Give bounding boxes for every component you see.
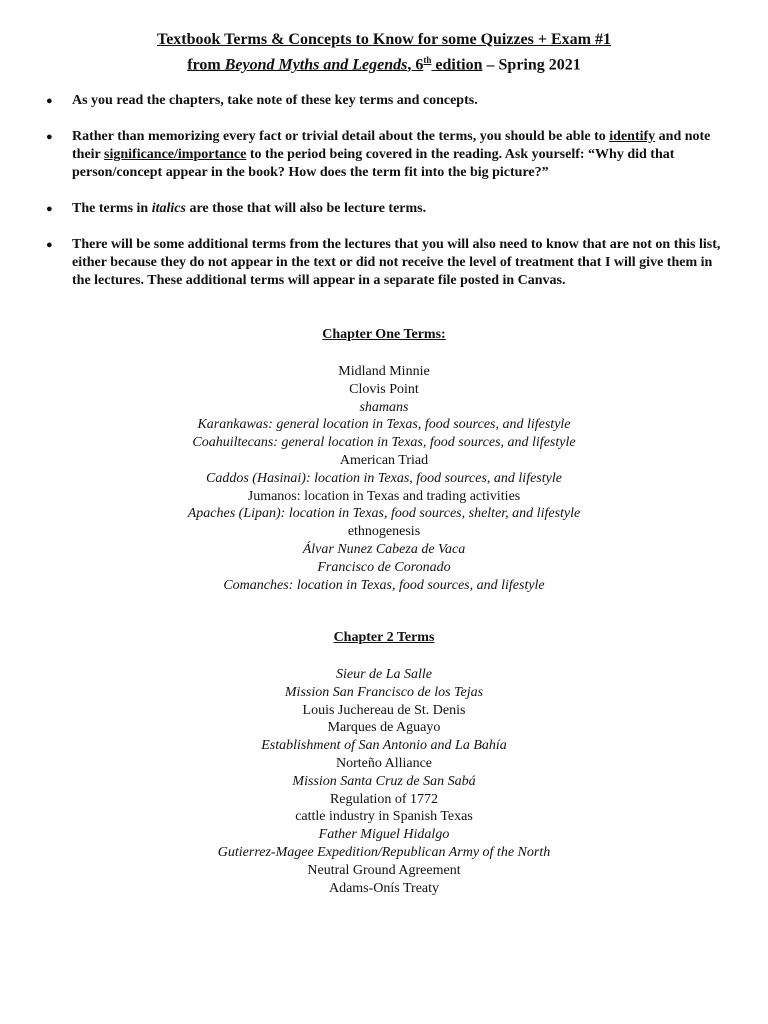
chapter-one-terms bbox=[0, 363, 768, 594]
instruction-text bbox=[72, 200, 726, 218]
bullet-icon: ● bbox=[46, 203, 53, 215]
term-item: Comanches: location in Texas, food sources, and lifestyle bbox=[223, 577, 545, 593]
edition-superscript: th bbox=[423, 55, 432, 65]
bullet-icon: ● bbox=[46, 239, 53, 251]
term-item: Mission San Francisco de los Tejas bbox=[284, 684, 484, 700]
term-item: shamans bbox=[359, 399, 409, 415]
term-item: Establishment of San Antonio and La Bahía bbox=[261, 738, 507, 754]
term-item: Gutierrez-Magee Expedition/Republican Army of the North bbox=[217, 844, 551, 860]
title-line-1: Textbook Terms & Concepts to Know for some Quizzes + Exam #1 bbox=[157, 31, 611, 48]
chapter-two-heading: Chapter 2 Terms bbox=[333, 630, 435, 645]
term-item: Karankawas: general location in Texas, food sources, and lifestyle bbox=[197, 417, 571, 433]
term-item: Francisco de Coronado bbox=[317, 559, 451, 575]
bullet-icon: ● bbox=[46, 131, 53, 143]
instructions-list bbox=[46, 92, 726, 308]
instruction-text: There will be some additional terms from the lectures that you will also need to know that are not on this list, either because they do not appear in the text or did not receive the level of treatment that I will give them in the lectures. These additional terms will appear in a separate file posted in Canvas. bbox=[72, 237, 721, 288]
term-item: Álvar Nunez Cabeza de Vaca bbox=[302, 541, 466, 557]
text-run: to the period being covered in the reading. Ask yourself: “Why did that person/concept appear in the book? How does the term fit into the big picture?” bbox=[72, 147, 675, 180]
term-item: Adams-Onís Treaty bbox=[328, 880, 440, 896]
subtitle-prefix: from bbox=[187, 56, 225, 74]
document-subtitle bbox=[0, 50, 768, 75]
instruction-item bbox=[46, 92, 726, 110]
term-item: Mission Santa Cruz de San Sabá bbox=[292, 773, 476, 789]
term-item: Coahuiltecans: general location in Texas, food sources, and lifestyle bbox=[192, 435, 576, 451]
term-item: Norteño Alliance bbox=[335, 755, 433, 771]
significance-emphasis: significance/importance bbox=[104, 147, 247, 162]
term-item: Father Miguel Hidalgo bbox=[318, 827, 450, 843]
instruction-item bbox=[46, 236, 726, 290]
italics-emphasis: italics bbox=[151, 201, 186, 216]
chapter-one-heading: Chapter One Terms: bbox=[322, 327, 446, 342]
chapter-two-terms bbox=[0, 666, 768, 897]
bullet-icon: ● bbox=[46, 95, 53, 107]
term-item: Neutral Ground Agreement bbox=[307, 862, 461, 878]
text-run: The terms in bbox=[72, 201, 152, 216]
book-title: Beyond Myths and Legends bbox=[224, 56, 408, 74]
term-item: Midland Minnie bbox=[338, 364, 430, 379]
term-item: Sieur de La Salle bbox=[335, 667, 433, 682]
text-run: Rather than memorizing every fact or trivial detail about the terms, you should be able to bbox=[72, 129, 610, 144]
term-item: American Triad bbox=[339, 452, 429, 468]
term-item: cattle industry in Spanish Texas bbox=[295, 809, 473, 825]
term-item: Louis Juchereau de St. Denis bbox=[302, 702, 466, 718]
term-item: Clovis Point bbox=[349, 381, 419, 397]
term-item: Caddos (Hasinai): location in Texas, food sources, and lifestyle bbox=[206, 470, 562, 486]
text-run: are those that will also be lecture terms. bbox=[185, 201, 427, 216]
edition-label: edition bbox=[431, 56, 483, 74]
instruction-text bbox=[72, 128, 726, 182]
edition-number: , 6 bbox=[407, 56, 424, 74]
term-item: Jumanos: location in Texas and trading activities bbox=[247, 488, 521, 504]
text-run: and note their bbox=[72, 129, 711, 162]
instruction-item bbox=[46, 128, 726, 182]
term-item: Apaches (Lipan): location in Texas, food sources, shelter, and lifestyle bbox=[187, 506, 581, 522]
instruction-item bbox=[46, 200, 726, 218]
document-title bbox=[0, 30, 768, 50]
term-item: ethnogenesis bbox=[347, 524, 421, 540]
term-item: Regulation of 1772 bbox=[329, 791, 439, 807]
semester-label: – Spring 2021 bbox=[482, 56, 581, 74]
identify-emphasis: identify bbox=[609, 129, 656, 144]
term-item: Marques de Aguayo bbox=[327, 720, 441, 736]
instruction-text: As you read the chapters, take note of these key terms and concepts. bbox=[72, 93, 478, 108]
